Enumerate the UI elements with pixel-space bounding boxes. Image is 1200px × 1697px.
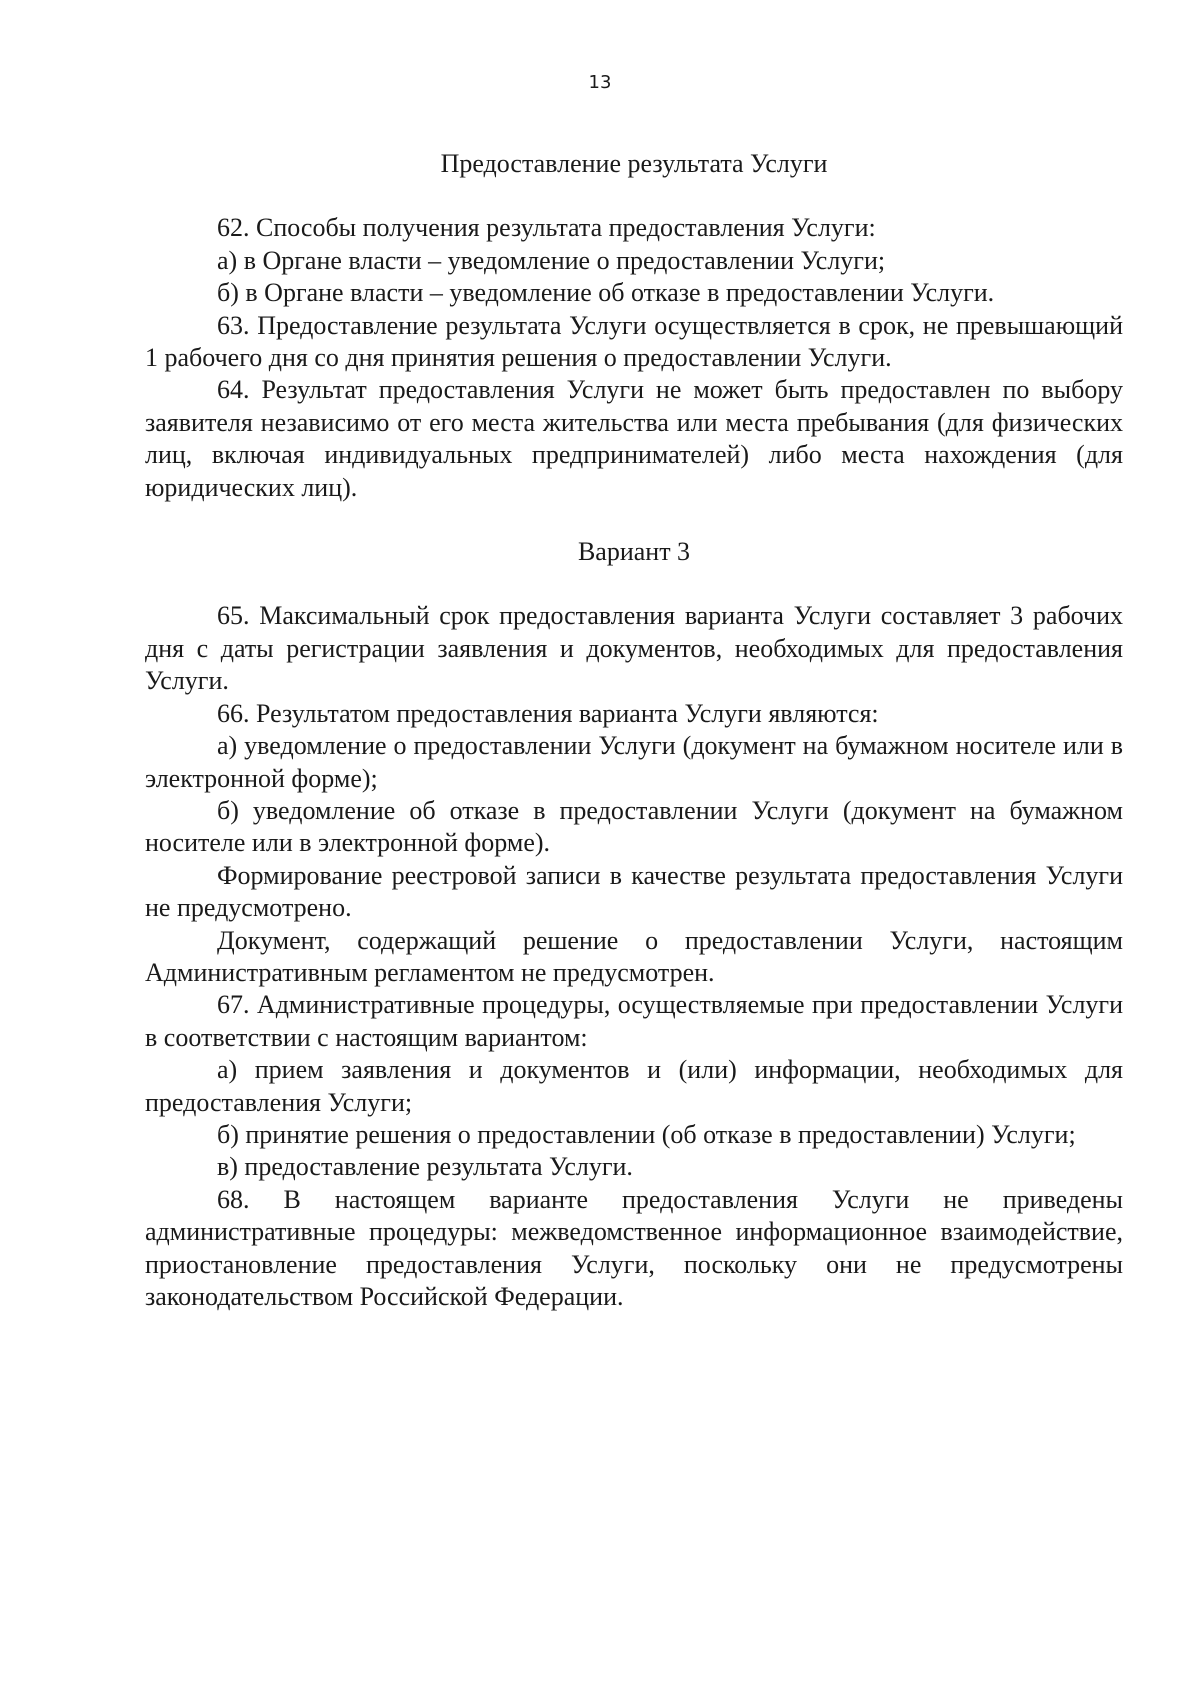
paragraph-decision-document: Документ, содержащий решение о предоставлении Услуги, настоящим Административным регламентом не предусмотрен.	[145, 925, 1123, 987]
paragraph-66b: б) уведомление об отказе в предоставлении Услуги (документ на бумажном носителе или в электронной форме).	[145, 795, 1123, 858]
paragraph-62: 62. Способы получения результата предоставления Услуги:	[217, 213, 876, 243]
paragraph-63: 63. Предоставление результата Услуги осуществляется в срок, не превышающий 1 рабочего дня со дня принятия решения о предоставлении Услуги.	[145, 310, 1123, 373]
section-heading-variant-3: Вариант 3	[577, 537, 691, 567]
paragraph-66a: а) уведомление о предоставлении Услуги (документ на бумажном носителе или в электронной форме);	[145, 731, 1123, 793]
paragraph-62b: б) в Органе власти – уведомление об отказе в предоставлении Услуги.	[217, 278, 995, 308]
paragraph-62a: а) в Органе власти – уведомление о предоставлении Услуги;	[217, 245, 886, 275]
paragraph-67: 67. Административные процедуры, осуществляемые при предоставлении Услуги в соответствии с настоящим вариантом:	[145, 990, 1123, 1052]
paragraph-67c: в) предоставление результата Услуги.	[217, 1152, 633, 1182]
paragraph-64: 64. Результат предоставления Услуги не может быть предоставлен по выбору заявителя независимо от его места жительства или места пребывания (для физических лиц, включая индивидуальных предпринимателей) либо места нахождения (для юридических лиц).	[145, 375, 1123, 502]
paragraph-66: 66. Результатом предоставления варианта Услуги являются:	[217, 698, 879, 728]
page-number: 13	[588, 72, 612, 93]
paragraph-68: 68. В настоящем варианте предоставления Услуги не приведены административные процедуры: межведомственное информационное взаимодействие, приостановление предоставления Услуги, поскольку они не предусмотрены законодательством Российской Федерации.	[145, 1184, 1123, 1311]
paragraph-67b: б) принятие решения о предоставлении (об отказе в предоставлении) Услуги;	[217, 1119, 1076, 1149]
section-heading-result: Предоставление результата Услуги	[440, 149, 828, 178]
document-body	[145, 148, 1123, 1313]
paragraph-65: 65. Максимальный срок предоставления варианта Услуги составляет 3 рабочих дня с даты регистрации заявления и документов, необходимых для предоставления Услуги.	[145, 601, 1123, 696]
paragraph-67a: а) прием заявления и документов и (или) информации, необходимых для предоставления Услуги;	[145, 1055, 1123, 1117]
paragraph-registry-record: Формирование реестровой записи в качестве результата предоставления Услуги не предусмотрено.	[145, 860, 1123, 923]
